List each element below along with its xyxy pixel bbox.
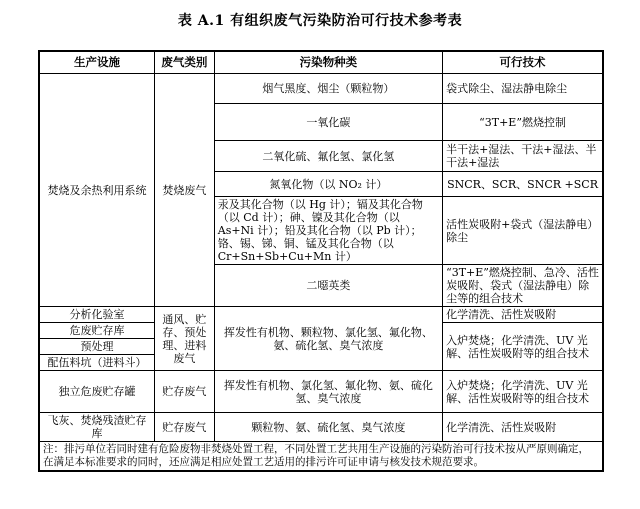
table-row bbox=[39, 413, 603, 442]
category-cell: 贮存废气 bbox=[154, 371, 214, 413]
technique-cell: “3T+E”燃烧控制 bbox=[443, 104, 603, 141]
technique-cell: 袋式除尘、湿法静电除尘 bbox=[443, 74, 603, 104]
technique-cell: 化学清洗、活性炭吸附 bbox=[443, 413, 603, 442]
table-title: 表 A.1 有组织废气污染防治可行技术参考表 bbox=[177, 13, 463, 29]
facility-cell: 独立危废贮存罐 bbox=[39, 371, 154, 413]
category-cell: 焚烧废气 bbox=[154, 74, 214, 307]
facility-cell: 飞灰、焚烧残渣贮存库 bbox=[39, 413, 154, 442]
category-cell: 贮存废气 bbox=[154, 413, 214, 442]
technique-cell: 活性炭吸附+袋式（湿法静电）除尘 bbox=[443, 197, 603, 265]
pollutant-cell: 二氧化硫、氟化氢、氯化氢 bbox=[214, 141, 442, 172]
pollutant-cell: 汞及其化合物（以 Hg 计）；镉及其化合物（以 Cd 计）；砷、镍及其化合物（以 As+Ni 计）；铅及其化合物（以 Pb 计）；铬、锡、锑、铜、锰及其化合物（以 Cr+Sn+Sb+Cu+Mn 计） bbox=[214, 197, 442, 265]
table-row bbox=[39, 371, 603, 413]
pollutant-cell: 烟气黑度、烟尘（颗粒物） bbox=[214, 74, 442, 104]
technique-cell: SNCR、SCR、SNCR +SCR bbox=[443, 172, 603, 197]
header-category: 废气类别 bbox=[154, 51, 214, 74]
technique-cell: 入炉焚烧；化学清洗、UV 光解、活性炭吸附等的组合技术 bbox=[443, 371, 603, 413]
facility-cell: 预处理 bbox=[39, 339, 154, 355]
table-row bbox=[39, 307, 603, 323]
category-cell: 通风、贮存、预处理、进料废气 bbox=[154, 307, 214, 371]
facility-cell: 焚烧及余热利用系统 bbox=[39, 74, 154, 307]
reference-table bbox=[38, 50, 604, 472]
pollutant-cell: 挥发性有机物、氯化氢、氟化物、氨、硫化氢、臭气浓度 bbox=[214, 371, 442, 413]
pollutant-cell: 二噁英类 bbox=[214, 265, 442, 307]
note-row bbox=[39, 442, 603, 472]
header-row bbox=[39, 51, 603, 74]
technique-cell: “3T+E”燃烧控制、急冷、活性炭吸附、袋式（湿法静电）除尘等的组合技术 bbox=[443, 265, 603, 307]
technique-cell: 入炉焚烧；化学清洗、UV 光解、活性炭吸附等的组合技术 bbox=[443, 323, 603, 371]
table-note: 注：排污单位若同时建有危险废物非焚烧处置工程，不同处置工艺共用生产设施的污染防治可行技术按从严原则确定，在满足本标准要求的同时，还应满足相应处置工艺适用的排污许可证申请与核发技术规范要求。 bbox=[39, 442, 603, 472]
technique-cell: 半干法+湿法、干法+湿法、半干法+湿法 bbox=[443, 141, 603, 172]
pollutant-cell: 氮氧化物（以 NO₂ 计） bbox=[214, 172, 442, 197]
pollutant-cell: 一氧化碳 bbox=[214, 104, 442, 141]
header-facility: 生产设施 bbox=[39, 51, 154, 74]
pollutant-cell: 挥发性有机物、颗粒物、氯化氢、氟化物、氨、硫化氢、臭气浓度 bbox=[214, 307, 442, 371]
facility-cell: 危废贮存库 bbox=[39, 323, 154, 339]
table-row bbox=[39, 74, 603, 104]
header-technique: 可行技术 bbox=[443, 51, 603, 74]
facility-cell: 分析化验室 bbox=[39, 307, 154, 323]
pollutant-cell: 颗粒物、氨、硫化氢、臭气浓度 bbox=[214, 413, 442, 442]
technique-cell: 化学清洗、活性炭吸附 bbox=[443, 307, 603, 323]
header-pollutant: 污染物种类 bbox=[214, 51, 442, 74]
facility-cell: 配伍料坑（进料斗） bbox=[39, 355, 154, 371]
